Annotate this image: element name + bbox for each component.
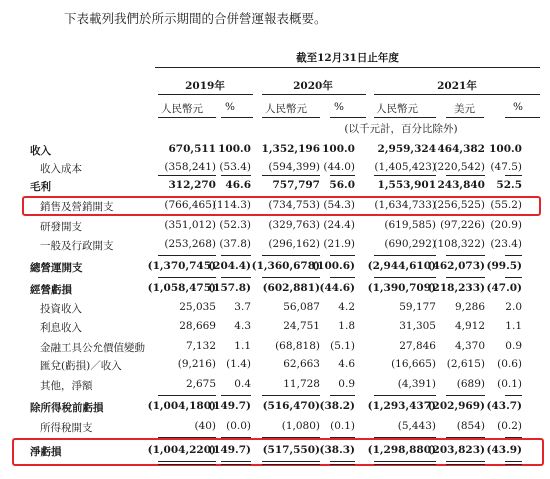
table-rule bbox=[505, 175, 522, 176]
row-value: 2,959,324 bbox=[377, 143, 436, 155]
table-rule bbox=[330, 464, 355, 465]
table-rule bbox=[262, 277, 320, 278]
col-usd-2021: 美元 bbox=[454, 103, 475, 115]
row-value: (43.9) bbox=[486, 444, 522, 456]
row-value: 100.0 bbox=[489, 143, 522, 155]
row-value: (100.6) bbox=[312, 260, 355, 272]
table-row bbox=[0, 217, 550, 236]
table-rule bbox=[221, 437, 251, 438]
row-value: (16,665) bbox=[391, 358, 436, 370]
col-rmb-2020: 人民幣元 bbox=[265, 103, 307, 115]
row-value: 312,270 bbox=[168, 179, 216, 191]
row-value: (1,634,733) bbox=[374, 199, 436, 211]
row-value: 4,370 bbox=[454, 340, 485, 352]
row-label: 淨虧損 bbox=[30, 446, 62, 458]
row-value: (1,004,180) bbox=[147, 400, 216, 412]
col-pct-2021: % bbox=[513, 101, 523, 113]
table-rule bbox=[158, 395, 216, 396]
table-rule bbox=[221, 175, 251, 176]
table-rule bbox=[221, 464, 251, 465]
col-rule-7 bbox=[505, 117, 540, 118]
row-value: (108,322) bbox=[433, 238, 485, 250]
year-rule-2019 bbox=[158, 94, 253, 95]
row-value: (43.7) bbox=[486, 400, 522, 412]
row-value: (0.1) bbox=[497, 378, 522, 390]
table-rule bbox=[446, 464, 485, 465]
row-value: 670,511 bbox=[168, 143, 216, 155]
row-value: 28,669 bbox=[179, 320, 216, 332]
row-value: (24.4) bbox=[323, 219, 355, 231]
row-value: 1.1 bbox=[505, 320, 522, 332]
row-value: 0.4 bbox=[234, 378, 251, 390]
row-value: 1,553,901 bbox=[377, 179, 436, 191]
row-value: (149.7) bbox=[208, 444, 251, 456]
table-rule bbox=[330, 255, 355, 256]
row-value: (462,073) bbox=[427, 260, 485, 272]
col-pct-2019: % bbox=[225, 101, 235, 113]
row-value: (766,465) bbox=[164, 199, 216, 211]
table-rule bbox=[221, 461, 251, 462]
row-value: (602,881) bbox=[262, 282, 320, 294]
table-row bbox=[0, 141, 550, 160]
row-value: 1.1 bbox=[234, 340, 251, 352]
table-row bbox=[0, 356, 550, 375]
row-value: 2.0 bbox=[505, 301, 522, 313]
table-row bbox=[0, 318, 550, 337]
row-value: (1,293,437) bbox=[367, 400, 436, 412]
row-value: (2,615) bbox=[446, 358, 485, 370]
year-2021: 2021年 bbox=[437, 80, 477, 92]
table-rule bbox=[374, 464, 436, 465]
row-label: 所得稅開支 bbox=[40, 422, 93, 434]
row-value: (1,360,678) bbox=[251, 260, 320, 272]
table-row bbox=[0, 280, 550, 299]
col-rule-5 bbox=[374, 117, 436, 118]
row-value: (203,823) bbox=[427, 444, 485, 456]
table-rule bbox=[505, 461, 522, 462]
row-value: (4,391) bbox=[397, 378, 436, 390]
row-value: (296,162) bbox=[268, 238, 320, 250]
year-2019: 2019年 bbox=[185, 80, 225, 92]
table-rule bbox=[330, 175, 355, 176]
row-value: (54.3) bbox=[323, 199, 355, 211]
table-rule bbox=[158, 464, 216, 465]
table-rule bbox=[374, 255, 436, 256]
row-value: (0.2) bbox=[497, 420, 522, 432]
table-rule bbox=[374, 277, 436, 278]
table-rule bbox=[330, 395, 355, 396]
table-rule bbox=[446, 395, 485, 396]
row-value: (1,390,709) bbox=[367, 282, 436, 294]
table-rule bbox=[374, 461, 436, 462]
table-row bbox=[0, 236, 550, 255]
row-value: 464,382 bbox=[437, 143, 485, 155]
table-rule bbox=[262, 395, 320, 396]
row-label: 其他，淨額 bbox=[40, 380, 93, 392]
row-value: 3.7 bbox=[234, 301, 251, 313]
table-rule bbox=[374, 175, 436, 176]
row-value: 52.5 bbox=[496, 179, 522, 191]
row-value: (253,268) bbox=[164, 238, 216, 250]
row-value: (0.1) bbox=[330, 420, 355, 432]
year-rule-2021 bbox=[374, 94, 540, 95]
table-rule bbox=[446, 255, 485, 256]
row-value: (5.1) bbox=[330, 340, 355, 352]
row-value: 1,352,196 bbox=[261, 143, 320, 155]
row-label: 金融工具公允價值變動 bbox=[40, 342, 145, 354]
row-label: 研發開支 bbox=[40, 221, 82, 233]
row-value: 46.6 bbox=[225, 179, 251, 191]
row-value: (0.0) bbox=[226, 420, 251, 432]
table-rule bbox=[262, 255, 320, 256]
row-value: 100.0 bbox=[322, 143, 355, 155]
row-value: (44.0) bbox=[323, 161, 355, 173]
table-row bbox=[0, 177, 550, 196]
table-rule bbox=[374, 395, 436, 396]
table-rule bbox=[446, 175, 485, 176]
row-value: (9,216) bbox=[177, 358, 216, 370]
row-value: 59,177 bbox=[399, 301, 436, 313]
table-row bbox=[0, 299, 550, 318]
row-label: 銷售及營銷開支 bbox=[40, 201, 114, 213]
row-value: 24,751 bbox=[283, 320, 320, 332]
table-row bbox=[0, 418, 550, 437]
row-value: 4.3 bbox=[234, 320, 251, 332]
row-value: (351,012) bbox=[164, 219, 216, 231]
row-value: (53.4) bbox=[219, 161, 251, 173]
row-value: (149.7) bbox=[208, 400, 251, 412]
row-value: (20.9) bbox=[490, 219, 522, 231]
table-rule bbox=[262, 437, 320, 438]
row-value: 25,035 bbox=[179, 301, 216, 313]
row-value: 2,675 bbox=[185, 378, 216, 390]
row-value: 56,087 bbox=[283, 301, 320, 313]
header-rule bbox=[155, 67, 540, 68]
row-value: (5,443) bbox=[397, 420, 436, 432]
row-value: 100.0 bbox=[218, 143, 251, 155]
row-value: (690,292) bbox=[384, 238, 436, 250]
row-value: (1,298,880) bbox=[367, 444, 436, 456]
row-value: 62,663 bbox=[283, 358, 320, 370]
row-value: 757,797 bbox=[272, 179, 320, 191]
row-value: (55.2) bbox=[490, 199, 522, 211]
row-value: (734,753) bbox=[268, 199, 320, 211]
row-value: (68,818) bbox=[275, 340, 320, 352]
row-value: (38.2) bbox=[319, 400, 355, 412]
row-label: 經營虧損 bbox=[30, 284, 72, 296]
col-rule-4 bbox=[330, 117, 366, 118]
row-value: (38.3) bbox=[319, 444, 355, 456]
row-value: (329,763) bbox=[268, 219, 320, 231]
row-value: 27,846 bbox=[399, 340, 436, 352]
table-row bbox=[0, 338, 550, 357]
unit-note: (以千元計，百分比除外) bbox=[344, 123, 458, 135]
col-pct-2020: % bbox=[334, 101, 344, 113]
row-value: (220,542) bbox=[433, 161, 485, 173]
row-value: (204.4) bbox=[208, 260, 251, 272]
row-value: 31,305 bbox=[399, 320, 436, 332]
row-value: (202,969) bbox=[427, 400, 485, 412]
row-value: 0.9 bbox=[505, 340, 522, 352]
row-value: (1,370,745) bbox=[147, 260, 216, 272]
row-value: (854) bbox=[456, 420, 485, 432]
table-row bbox=[0, 398, 550, 417]
table-rule bbox=[158, 255, 216, 256]
row-value: (0.6) bbox=[497, 358, 522, 370]
table-rule bbox=[330, 277, 355, 278]
table-rule bbox=[158, 437, 216, 438]
row-value: (1.4) bbox=[226, 358, 251, 370]
row-value: (37.8) bbox=[219, 238, 251, 250]
period-heading: 截至12月31日止年度 bbox=[296, 52, 399, 64]
table-rule bbox=[505, 395, 522, 396]
table-rule bbox=[221, 395, 251, 396]
row-value: 7,132 bbox=[185, 340, 216, 352]
row-label: 匯兌(虧損)／收入 bbox=[40, 360, 122, 372]
row-value: (619,585) bbox=[384, 219, 436, 231]
row-value: (47.5) bbox=[490, 161, 522, 173]
row-value: (517,550) bbox=[262, 444, 320, 456]
table-rule bbox=[221, 255, 251, 256]
row-label: 總營運開支 bbox=[30, 262, 83, 274]
table-rule bbox=[158, 277, 216, 278]
row-value: (689) bbox=[456, 378, 485, 390]
row-label: 一般及行政開支 bbox=[40, 240, 114, 252]
row-value: (1,058,475) bbox=[147, 282, 216, 294]
row-value: (218,233) bbox=[427, 282, 485, 294]
row-label: 除所得稅前虧損 bbox=[30, 402, 104, 414]
row-value: 1.8 bbox=[338, 320, 355, 332]
table-rule bbox=[505, 464, 522, 465]
row-value: 243,840 bbox=[437, 179, 485, 191]
row-label: 收入 bbox=[30, 145, 51, 157]
col-rule-6 bbox=[446, 117, 484, 118]
highlight-selling-expenses bbox=[22, 196, 541, 216]
table-rule bbox=[262, 464, 320, 465]
table-row bbox=[0, 258, 550, 277]
row-value: 9,286 bbox=[454, 301, 485, 313]
table-rule bbox=[505, 255, 522, 256]
row-value: 4.6 bbox=[338, 358, 355, 370]
row-value: (40) bbox=[194, 420, 216, 432]
table-rule bbox=[158, 175, 216, 176]
table-rule bbox=[262, 461, 320, 462]
row-value: 56.0 bbox=[329, 179, 355, 191]
row-label: 利息收入 bbox=[40, 322, 82, 334]
row-value: (1,080) bbox=[281, 420, 320, 432]
row-value: (157.8) bbox=[208, 282, 251, 294]
row-value: (358,241) bbox=[164, 161, 216, 173]
row-value: (516,470) bbox=[262, 400, 320, 412]
row-value: (594,399) bbox=[268, 161, 320, 173]
table-rule bbox=[262, 175, 320, 176]
row-value: (21.9) bbox=[323, 238, 355, 250]
table-rule bbox=[446, 437, 485, 438]
table-rule bbox=[446, 277, 485, 278]
row-label: 收入成本 bbox=[40, 163, 82, 175]
table-rule bbox=[446, 461, 485, 462]
table-rule bbox=[330, 437, 355, 438]
row-value: 4,912 bbox=[454, 320, 485, 332]
intro-text: 下表載列我們於所示期間的合併營運報表概要。 bbox=[64, 11, 327, 26]
row-value: (256,525) bbox=[433, 199, 485, 211]
row-value: (1,405,423) bbox=[374, 161, 436, 173]
row-value: (2,944,610) bbox=[367, 260, 436, 272]
table-rule bbox=[505, 277, 522, 278]
table-row bbox=[0, 376, 550, 395]
col-rmb-2019: 人民幣元 bbox=[161, 103, 203, 115]
table-rule bbox=[330, 461, 355, 462]
table-rule bbox=[221, 277, 251, 278]
row-value: (44.6) bbox=[319, 282, 355, 294]
col-rmb-2021: 人民幣元 bbox=[376, 103, 418, 115]
table-rule bbox=[158, 461, 216, 462]
year-2020: 2020年 bbox=[293, 80, 333, 92]
row-value: (47.0) bbox=[486, 282, 522, 294]
row-value: 11,728 bbox=[283, 378, 320, 390]
table-rule bbox=[374, 437, 436, 438]
row-value: (52.3) bbox=[219, 219, 251, 231]
row-label: 投資收入 bbox=[40, 303, 82, 315]
row-label: 毛利 bbox=[30, 181, 51, 193]
row-value: 4.2 bbox=[338, 301, 355, 313]
row-value: (99.5) bbox=[486, 260, 522, 272]
table-rule bbox=[505, 437, 522, 438]
col-rule-3 bbox=[262, 117, 320, 118]
row-value: (23.4) bbox=[490, 238, 522, 250]
row-value: 0.9 bbox=[338, 378, 355, 390]
col-rule-2 bbox=[221, 117, 253, 118]
row-value: (114.3) bbox=[212, 199, 251, 211]
col-rule-1 bbox=[158, 117, 216, 118]
year-rule-2020 bbox=[262, 94, 366, 95]
row-value: (97,226) bbox=[440, 219, 485, 231]
row-value: (1,004,220) bbox=[147, 444, 216, 456]
